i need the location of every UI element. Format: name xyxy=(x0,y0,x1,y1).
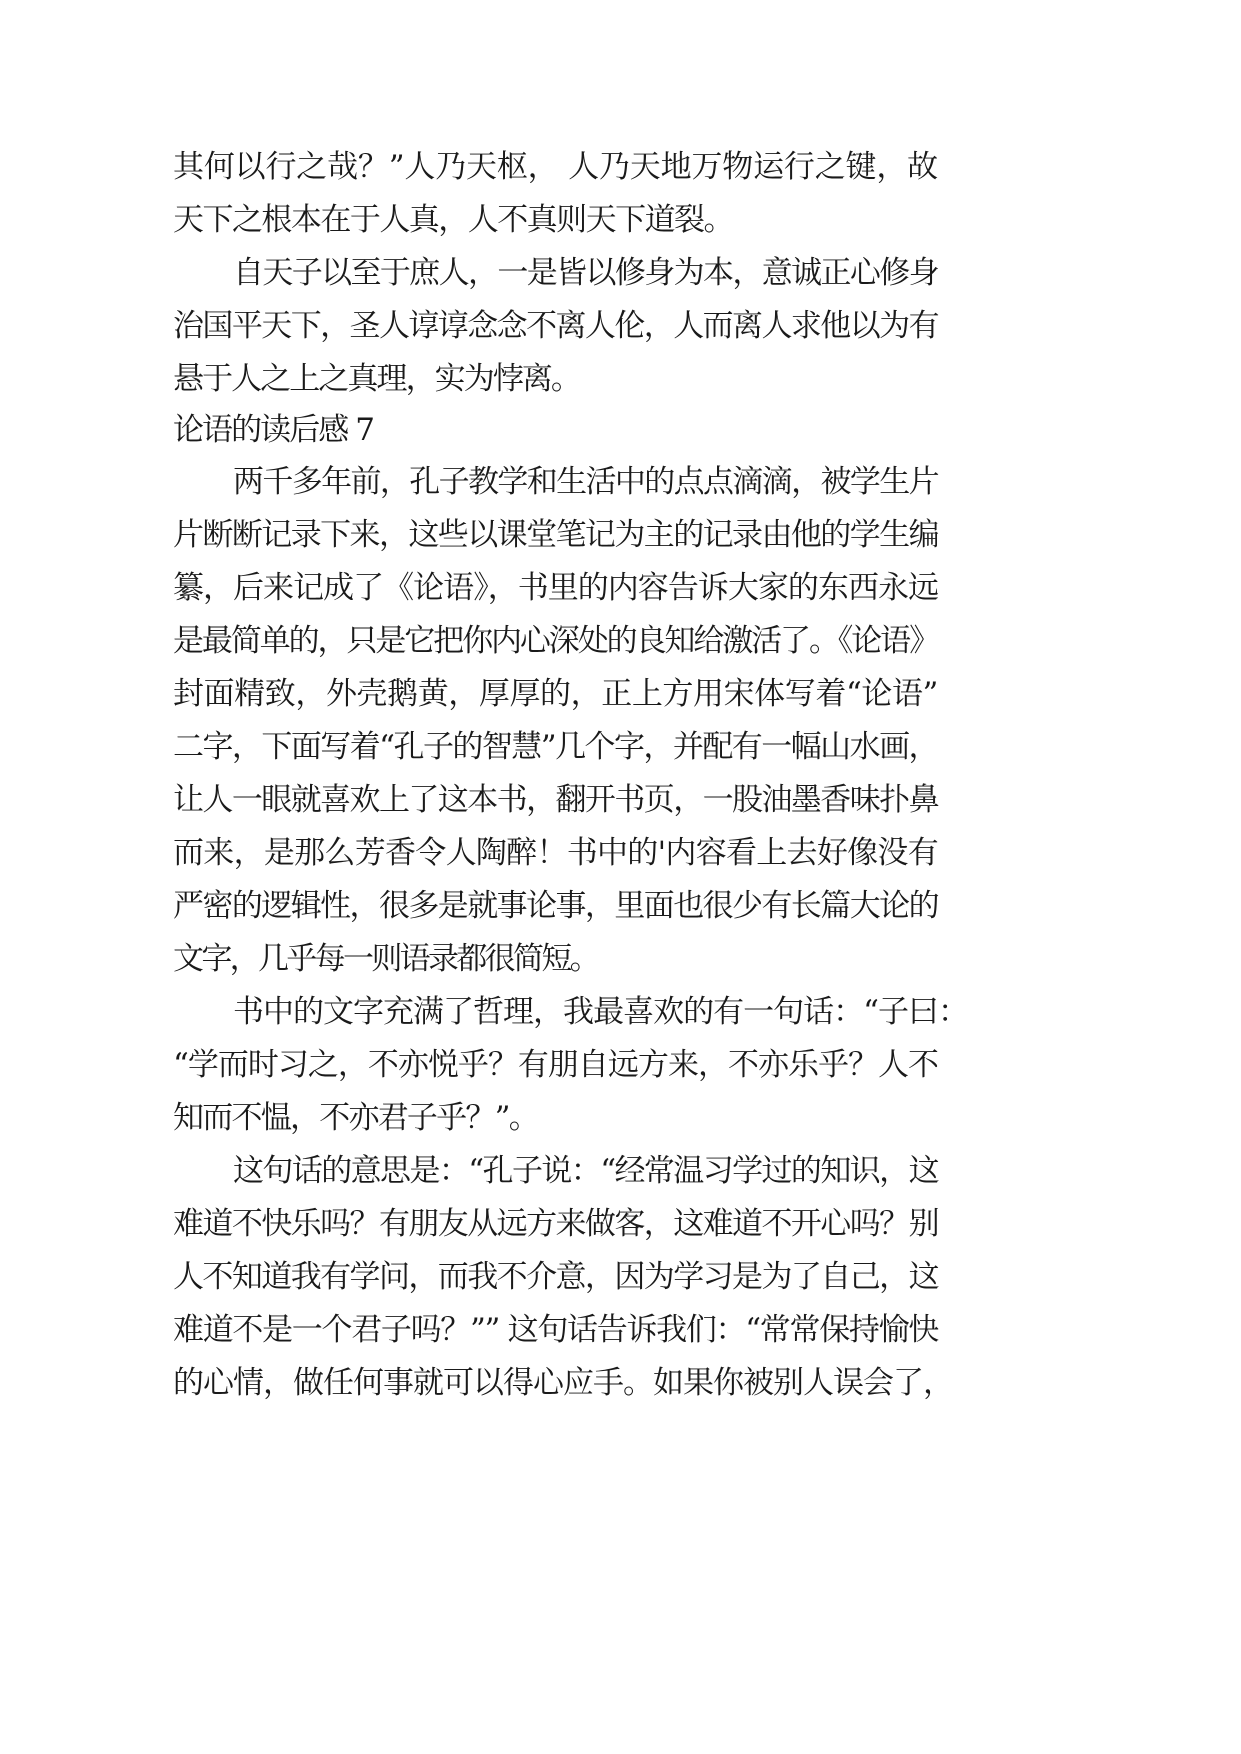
text-line-content: “学而时习之，不亦悦乎？有朋自远方来，不亦乐乎？人不 xyxy=(173,1047,938,1083)
text-line-content: 文字，几乎每一则语录都很简短。 xyxy=(173,941,598,977)
text-line xyxy=(0,558,1241,618)
text-line xyxy=(0,243,1241,303)
text-line-content: 知而不愠，不亦君子乎？”。 xyxy=(173,1100,538,1136)
text-line-content: 自天子以至于庶人，一是皆以修身为本，意诚正心修身 xyxy=(233,255,938,291)
text-line-content: 片断断记录下来，这些以课堂笔记为主的记录由他的学生编 xyxy=(173,517,938,553)
text-line xyxy=(0,664,1241,724)
text-line xyxy=(0,505,1241,565)
text-line xyxy=(0,823,1241,883)
text-line xyxy=(0,1300,1241,1360)
text-line xyxy=(0,982,1241,1042)
section-heading-text: 论语的读后感 7 xyxy=(173,412,373,448)
text-line xyxy=(0,1141,1241,1201)
text-line xyxy=(0,137,1241,197)
text-line-content: 难道不快乐吗？有朋友从远方来做客，这难道不开心吗？别 xyxy=(173,1206,938,1242)
text-line xyxy=(0,296,1241,356)
text-line xyxy=(0,929,1241,989)
text-line-content: 书中的文字充满了哲理，我最喜欢的有一句话：“子曰： xyxy=(233,994,968,1030)
text-line-content: 二字，下面写着“孔子的智慧”几个字，并配有一幅山水画， xyxy=(173,729,938,765)
text-line-content: 人不知道我有学问，而我不介意，因为学习是为了自己，这 xyxy=(173,1259,938,1295)
text-line-content: 严密的逻辑性，很多是就事论事，里面也很少有长篇大论的 xyxy=(173,888,938,924)
text-line-content: 治国平天下，圣人谆谆念念不离人伦，人而离人求他以为有 xyxy=(173,308,938,344)
text-line-content: 让人一眼就喜欢上了这本书，翻开书页，一股油墨香味扑鼻 xyxy=(173,782,938,818)
text-line xyxy=(0,1194,1241,1254)
text-line-content: 难道不是一个君子吗？”” 这句话告诉我们：“常常保持愉快 xyxy=(173,1312,938,1348)
text-line-content: 封面精致，外壳鹅黄，厚厚的，正上方用宋体写着“论语” xyxy=(173,676,938,712)
text-line-content: 其何以行之哉？”人乃天枢， 人乃天地万物运行之键，故 xyxy=(173,149,938,185)
text-line-content: 天下之根本在于人真，人不真则天下道裂。 xyxy=(173,202,733,238)
text-line xyxy=(0,876,1241,936)
text-line xyxy=(0,1088,1241,1148)
text-line-content: 是最简单的，只是它把你内心深处的良知给激活了。《论语》 xyxy=(173,623,938,659)
text-line-content: 纂，后来记成了《论语》，书里的内容告诉大家的东西永远 xyxy=(173,570,938,606)
text-line-content: 这句话的意思是：“孔子说：“经常温习学过的知识，这 xyxy=(233,1153,938,1189)
text-line xyxy=(0,1035,1241,1095)
text-line xyxy=(0,1247,1241,1307)
text-line-content: 两千多年前，孔子教学和生活中的点点滴滴，被学生片 xyxy=(233,464,938,500)
text-line xyxy=(0,770,1241,830)
text-line xyxy=(0,452,1241,512)
text-line-content: 而来，是那么芳香令人陶醉！书中的'内容看上去好像没有 xyxy=(173,835,938,871)
text-line xyxy=(0,190,1241,250)
text-line-content: 悬于人之上之真理，实为悖离。 xyxy=(173,361,580,397)
text-line xyxy=(0,1353,1241,1413)
text-line xyxy=(0,611,1241,671)
section-heading xyxy=(0,400,1241,460)
text-line-content: 的心情，做任何事就可以得心应手。如果你被别人误会了， xyxy=(173,1365,953,1401)
text-line xyxy=(0,717,1241,777)
